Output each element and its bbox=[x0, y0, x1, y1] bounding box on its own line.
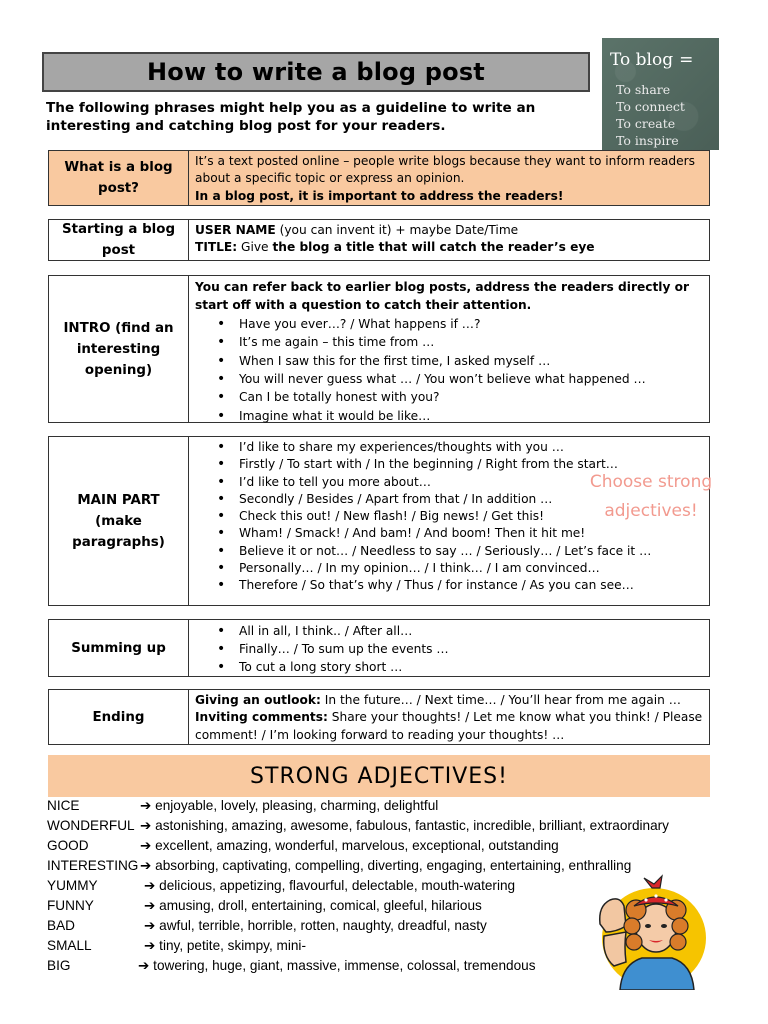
user-name-label: USER NAME bbox=[195, 223, 276, 237]
arrow-icon: ➔ bbox=[138, 958, 150, 973]
chalkboard-line: To create bbox=[616, 116, 676, 131]
list-item: • When I saw this for the first time, I asked myself … bbox=[239, 352, 703, 370]
arrow-icon: ➔ bbox=[144, 878, 156, 893]
adjective-word: NICE bbox=[47, 798, 80, 813]
adjective-synonyms: ➔ tiny, petite, skimpy, mini- bbox=[144, 938, 306, 953]
adjective-synonyms: ➔ excellent, amazing, wonderful, marvelous, exceptional, outstanding bbox=[140, 838, 559, 853]
adjective-synonyms: ➔ absorbing, captivating, compelling, diverting, engaging, entertaining, enthralling bbox=[140, 858, 632, 873]
arrow-icon: ➔ bbox=[140, 838, 152, 853]
outlook-text: In the future… / Next time… / You’ll hear from me again … bbox=[320, 693, 681, 707]
section-label: What is a blog post? bbox=[49, 151, 189, 205]
arrow-icon: ➔ bbox=[144, 898, 156, 913]
section-label: Ending bbox=[49, 690, 189, 744]
chalkboard-heading: To blog = bbox=[610, 50, 694, 70]
list-item: • I’d like to tell you more about… bbox=[239, 474, 703, 491]
list-item: • I’d like to share my experiences/thoughts with you … bbox=[239, 439, 703, 456]
section-content bbox=[189, 151, 709, 205]
list-item: • Check this out! / New flash! / Big news! / Get this! bbox=[239, 508, 703, 525]
what-is-bold-text: In a blog post, it is important to address the readers! bbox=[195, 188, 564, 203]
section-label: INTRO (find an interesting opening) bbox=[49, 276, 189, 422]
list-item: • Therefore / So that’s why / Thus / for instance / As you can see… bbox=[239, 577, 703, 594]
adjective-row bbox=[47, 816, 727, 836]
list-item: • Wham! / Smack! / And bam! / And boom! Then it hit me! bbox=[239, 525, 703, 542]
adjective-word: GOOD bbox=[47, 838, 89, 853]
chalkboard-line: To inspire bbox=[616, 133, 679, 148]
section-content bbox=[189, 620, 709, 676]
choose-adjectives-note: Choose strong adjectives! bbox=[589, 472, 713, 521]
strong-adjectives-heading: STRONG ADJECTIVES! bbox=[48, 755, 710, 797]
list-item: • Personally… / In my opinion… / I think… / I am convinced… bbox=[239, 560, 703, 577]
section-content bbox=[189, 690, 709, 744]
list-item: • Imagine what it would be like… bbox=[239, 407, 703, 425]
section-intro bbox=[48, 275, 710, 423]
arrow-icon: ➔ bbox=[140, 858, 152, 873]
what-is-text: It’s a text posted online – people write blogs because they want to inform readers about a specific topic or express an opinion. bbox=[195, 154, 695, 186]
outlook-label: Giving an outlook: bbox=[195, 693, 321, 707]
list-item: • All in all, I think.. / After all… bbox=[239, 622, 703, 640]
section-label: Summing up bbox=[49, 620, 189, 676]
list-item: • Have you ever…? / What happens if …? bbox=[239, 315, 703, 333]
intro-paragraph: The following phrases might help you as a guideline to write an interesting and catching blog post for your readers. bbox=[46, 100, 536, 134]
arrow-icon: ➔ bbox=[144, 918, 156, 933]
arrow-icon: ➔ bbox=[144, 938, 156, 953]
arrow-icon: ➔ bbox=[140, 818, 152, 833]
summing-list bbox=[195, 622, 703, 677]
list-item: • To cut a long story short … bbox=[239, 658, 703, 676]
chalkboard-image bbox=[602, 38, 719, 150]
comments-label: Inviting comments: bbox=[195, 710, 328, 725]
title-text: Give bbox=[237, 240, 273, 255]
intro-list bbox=[195, 315, 703, 425]
list-item: • Believe it or not… / Needless to say … / Seriously… / Let’s face it … bbox=[239, 543, 703, 560]
title-bold-text: the blog a title that will catch the reader’s eye bbox=[272, 240, 595, 255]
page-title: How to write a blog post bbox=[42, 52, 590, 92]
section-summing-up bbox=[48, 619, 710, 677]
section-label: MAIN PART (make paragraphs) bbox=[49, 437, 189, 605]
adjective-word: BAD bbox=[47, 918, 75, 933]
intro-lead: You can refer back to earlier blog posts, address the readers directly or start off with a question to catch their attention. bbox=[195, 280, 690, 313]
adjective-synonyms: ➔ enjoyable, lovely, pleasing, charming, delightful bbox=[140, 798, 439, 813]
adjective-word: YUMMY bbox=[47, 878, 98, 893]
adjective-word: WONDERFUL bbox=[47, 818, 135, 833]
pinup-illustration bbox=[596, 866, 708, 990]
adjective-row bbox=[47, 796, 727, 816]
adjective-synonyms: ➔ delicious, appetizing, flavourful, delectable, mouth-watering bbox=[144, 878, 516, 893]
adjective-synonyms: ➔ amusing, droll, entertaining, comical, gleeful, hilarious bbox=[144, 898, 482, 913]
adjective-word: FUNNY bbox=[47, 898, 94, 913]
adjective-word: BIG bbox=[47, 958, 71, 973]
list-item: • Finally… / To sum up the events … bbox=[239, 640, 703, 658]
adjective-word: SMALL bbox=[47, 938, 92, 953]
arrow-icon: ➔ bbox=[140, 798, 152, 813]
chalkboard-line: To share bbox=[616, 82, 671, 97]
adjective-word: INTERESTING bbox=[47, 858, 139, 873]
user-name-text: (you can invent it) + maybe Date/Time bbox=[275, 223, 519, 237]
list-item: • Firstly / To start with / In the beginning / Right from the start… bbox=[239, 456, 703, 473]
list-item: • Secondly / Besides / Apart from that / In addition … bbox=[239, 491, 703, 508]
adjective-synonyms: ➔ towering, huge, giant, massive, immense, colossal, tremendous bbox=[138, 958, 536, 973]
title-label: TITLE: bbox=[195, 240, 238, 255]
section-content bbox=[189, 220, 709, 260]
chalkboard-line: To connect bbox=[616, 99, 685, 114]
list-item: • It’s me again – this time from … bbox=[239, 333, 703, 351]
section-starting bbox=[48, 219, 710, 261]
section-what-is bbox=[48, 150, 710, 206]
section-content bbox=[189, 276, 709, 422]
section-label: Starting a blog post bbox=[49, 220, 189, 260]
adjective-row bbox=[47, 836, 727, 856]
adjective-synonyms: ➔ awful, terrible, horrible, rotten, naughty, dreadful, nasty bbox=[144, 918, 487, 933]
list-item: • You will never guess what … / You won’t believe what happened … bbox=[239, 370, 703, 388]
section-ending bbox=[48, 689, 710, 745]
adjective-synonyms: ➔ astonishing, amazing, awesome, fabulous, fantastic, incredible, brilliant, extraordinary bbox=[140, 818, 669, 833]
list-item: • Can I be totally honest with you? bbox=[239, 388, 703, 406]
comments-text: Share your thoughts! / Let me know what you think! / Please comment! / I’m looking forward to reading your thoughts! … bbox=[195, 710, 703, 742]
